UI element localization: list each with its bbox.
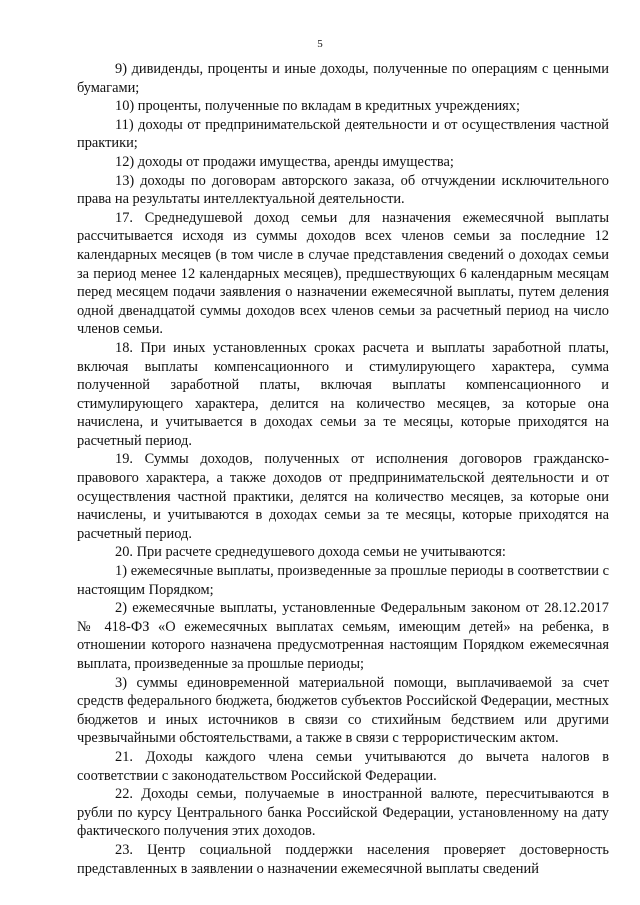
paragraph-item-9: 9) дивиденды, проценты и иные доходы, полученные по операциям с ценными бумагами; [77, 61, 609, 96]
paragraph-clause-17: 17. Среднедушевой доход семьи для назначения ежемесячной выплаты рассчитывается исходя из суммы доходов всех членов семьи за последние 12 календарных месяцев (в том числе в случае представления сведений о доходах семьи за период менее 12 календарных месяцев), предшествующих 6 календарным месяцам перед месяцем подачи заявления о назначении ежемесячной выплаты, путем деления одной двенадцатой суммы доходов всех членов семьи за расчетный период на число членов семьи. [77, 209, 609, 338]
paragraph-clause-20: 20. При расчете среднедушевого дохода семьи не учитываются: [115, 544, 506, 561]
paragraph-item-13: 13) доходы по договорам авторского заказа, об отчуждении исключительного права на результаты интеллектуальной деятельности. [77, 172, 609, 208]
paragraph-item-12: 12) доходы от продажи имущества, аренды имущества; [115, 153, 454, 170]
page-number: 5 [317, 38, 323, 50]
paragraph-clause-22: 22. Доходы семьи, получаемые в иностранной валюте, пересчитываются в рубли по курсу Центрального банка Российской Федерации, установленному на дату фактического получения этих доходов. [77, 786, 609, 840]
paragraph-clause-18: 18. При иных установленных сроках расчета и выплаты заработной платы, включая выплаты компенсационного и стимулирующего характера, сумма полученной заработной платы, включая выплаты компенсационного и стимулирующего характера, делится на количество месяцев, за которые она начислена, и учитывается в доходах семьи за те месяцы, которые приходятся на расчетный период. [77, 339, 609, 449]
paragraph-subitem-3: 3) суммы единовременной материальной помощи, выплачиваемой за счет средств федерального бюджета, бюджетов субъектов Российской Федерации, местных бюджетов и иных источников в связи со стихийным бедствием или другими чрезвычайными обстоятельствами, а также в связи с террористическим актом. [77, 674, 609, 747]
paragraph-item-10: 10) проценты, полученные по вкладам в кредитных учреждениях; [115, 98, 520, 115]
paragraph-subitem-1: 1) ежемесячные выплаты, произведенные за прошлые периоды в соответствии с настоящим Порядком; [77, 563, 609, 598]
paragraph-clause-19: 19. Суммы доходов, полученных от исполнения договоров гражданско-правового характера, а также доходов от предпринимательской деятельности и от осуществления частной практики, делятся на количество месяцев, за которые они начислены, и учитываются в доходах семьи за те месяцы, которые приходятся на расчетный период. [77, 451, 609, 542]
document-body [77, 60, 609, 878]
paragraph-clause-21: 21. Доходы каждого члена семьи учитываются до вычета налогов в соответствии с законодательством Российской Федерации. [77, 748, 609, 784]
paragraph-clause-23: 23. Центр социальной поддержки населения проверяет достоверность представленных в заявлении о назначении ежемесячной выплаты сведений [77, 841, 609, 877]
paragraph-item-11: 11) доходы от предпринимательской деятельности и от осуществления частной практики; [77, 116, 609, 152]
paragraph-subitem-2: 2) ежемесячные выплаты, установленные Федеральным законом от 28.12.2017 № 418-ФЗ «О ежемесячных выплатах семьям, имеющим детей» на ребенка, в отношении которого назначена предусмотренная настоящим Порядком ежемесячная выплата, произведенные за прошлые периоды; [77, 600, 609, 672]
